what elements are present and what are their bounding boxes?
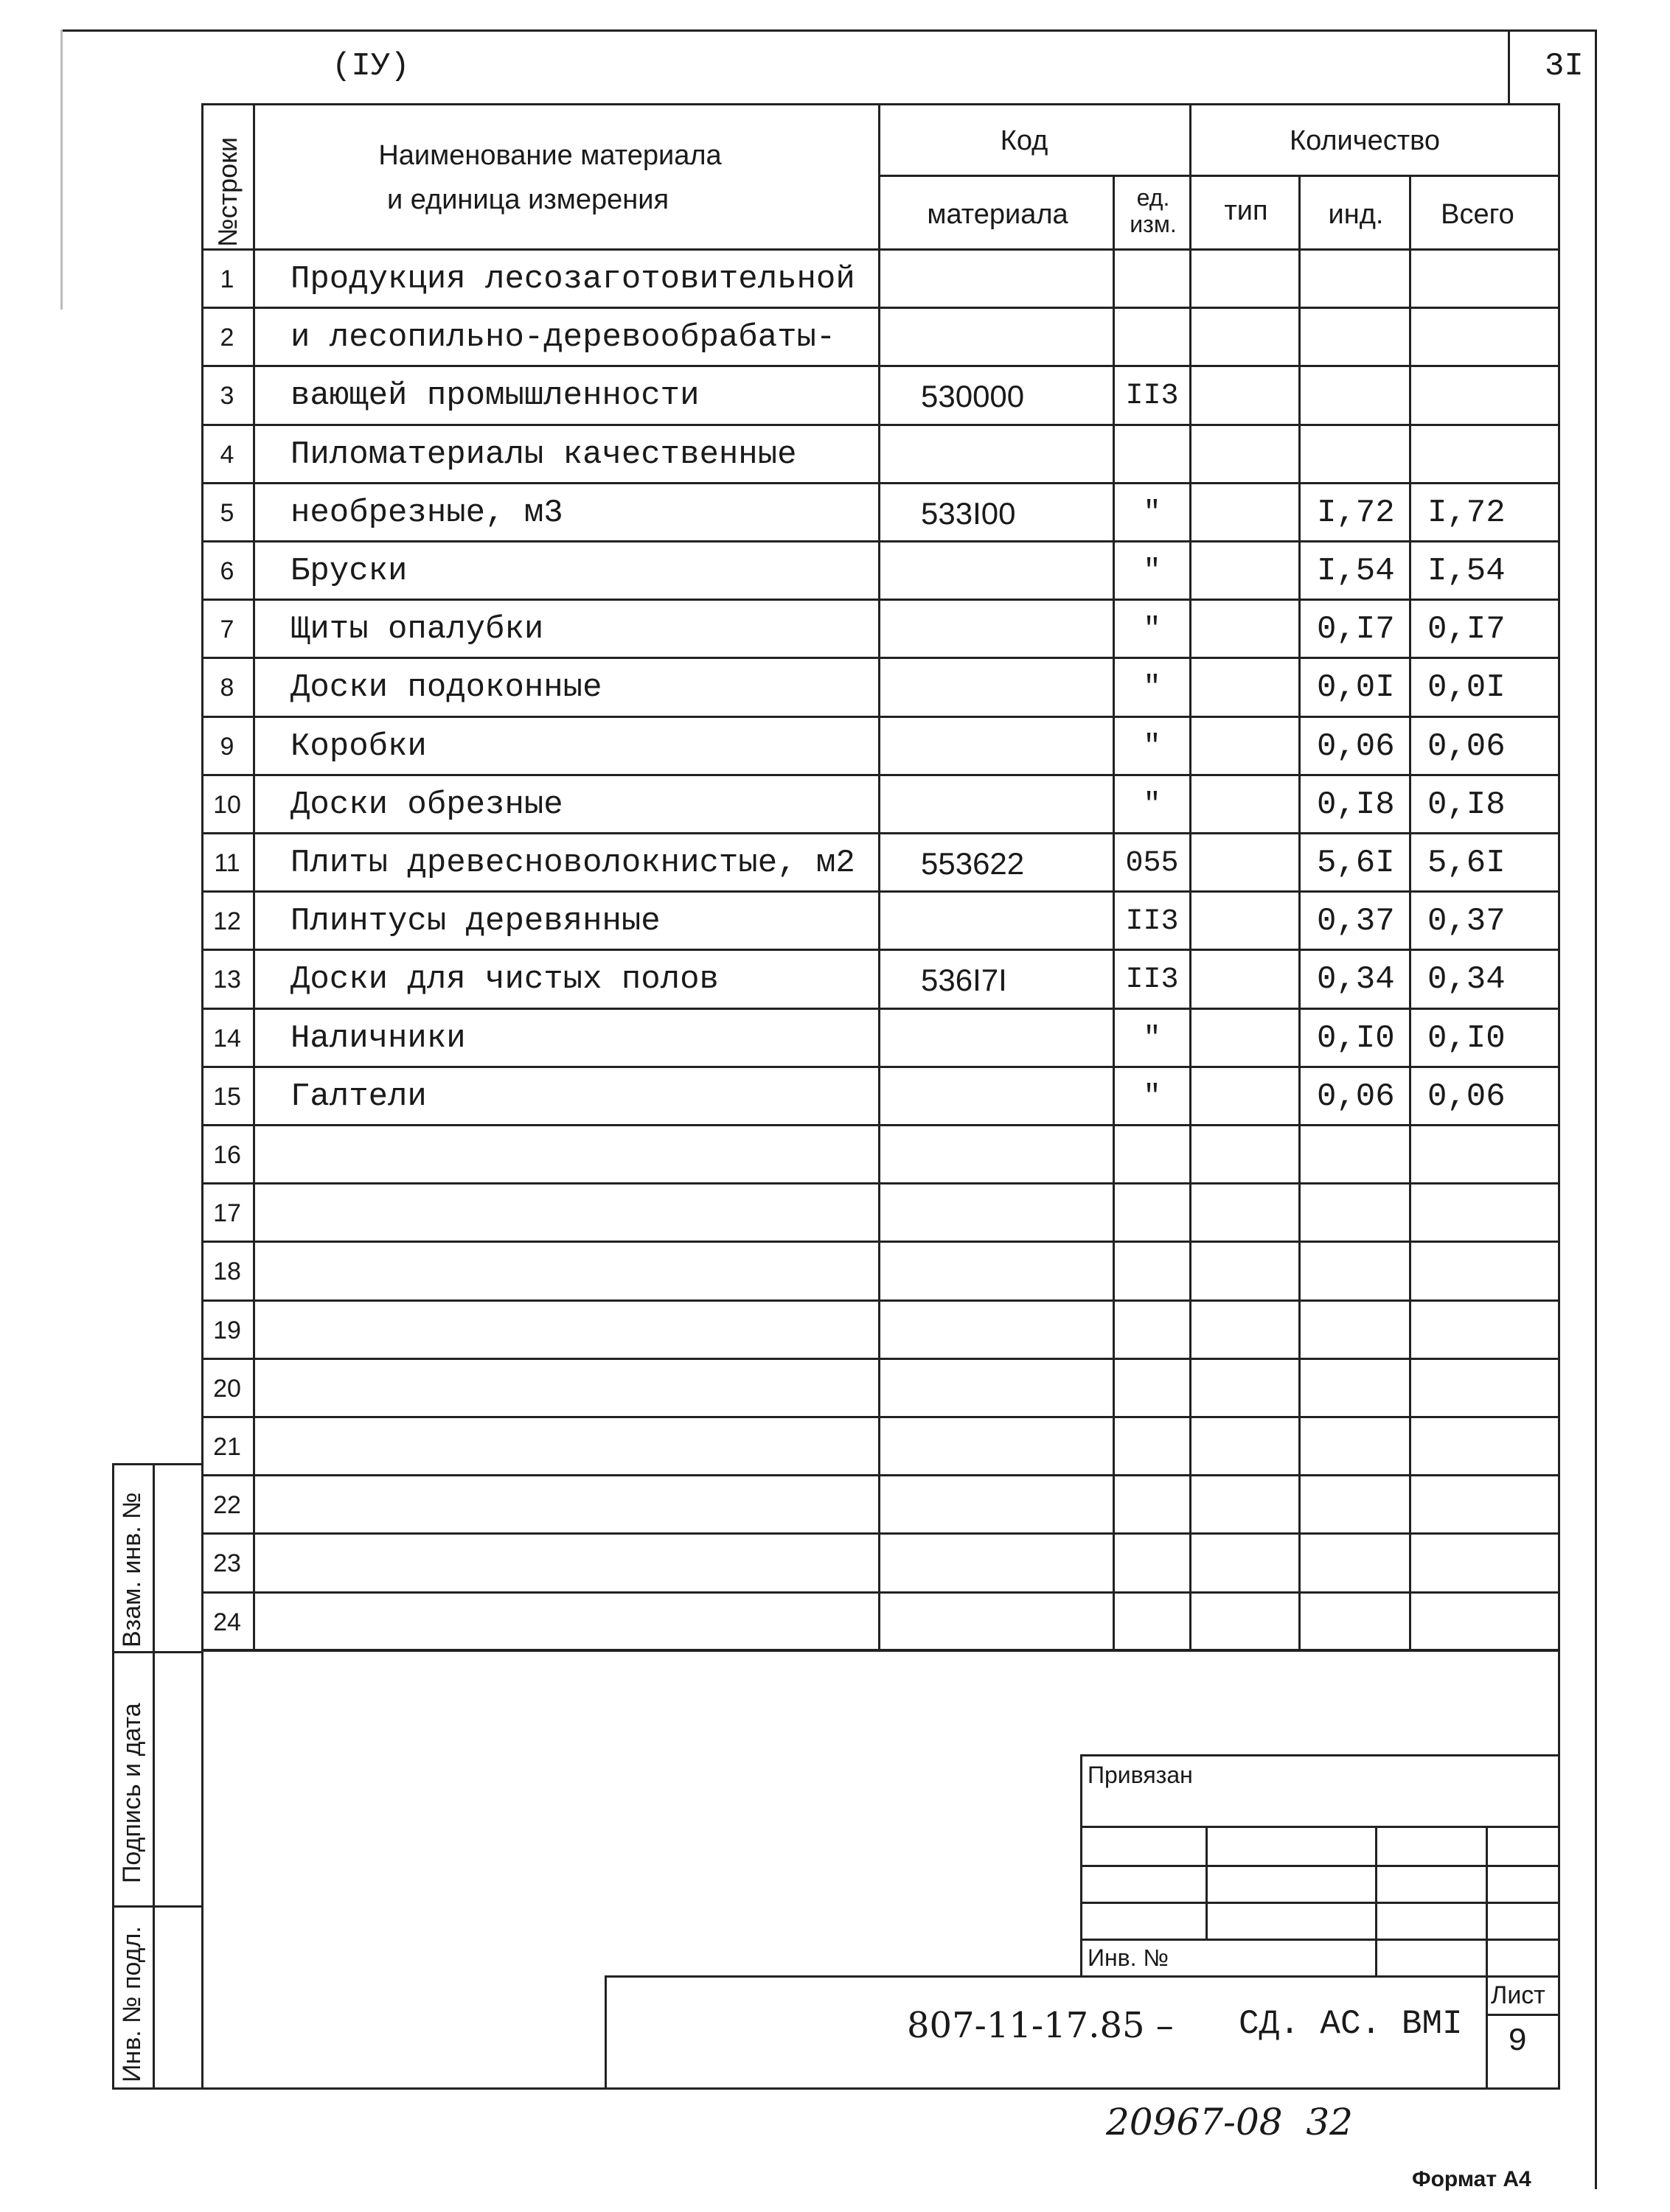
- cell-ind: 5,6I: [1301, 834, 1411, 893]
- side-strip-divider-2: [112, 1905, 201, 1908]
- cell-code: [880, 1535, 1115, 1593]
- cell-ind: [1301, 1476, 1411, 1535]
- cell-name: [255, 1360, 880, 1418]
- cell-name: [255, 1126, 880, 1184]
- cell-total: [1411, 1243, 1560, 1301]
- header-row-no: №строки: [212, 136, 243, 247]
- cell-code: [880, 776, 1115, 834]
- cell-ind: [1301, 1535, 1411, 1593]
- cell-name: [255, 1594, 880, 1652]
- cell-total: [1411, 1535, 1560, 1593]
- cell-ind: I,72: [1301, 484, 1411, 542]
- cell-code: [880, 1476, 1115, 1535]
- cell-code: 533I00: [880, 484, 1115, 542]
- outer-frame-right: [1595, 29, 1597, 2189]
- cell-type: [1191, 659, 1301, 717]
- cell-type: [1191, 1184, 1301, 1243]
- stamp-doc-code: 807-11-17.85 –: [907, 2005, 1174, 2046]
- cell-unit: [1115, 251, 1191, 309]
- cell-n: 1: [201, 251, 255, 309]
- cell-name: [255, 1243, 880, 1301]
- cell-name: Плиты древесноволокнистые, м2: [255, 834, 880, 893]
- cell-n: 5: [201, 484, 255, 542]
- cell-ind: [1301, 1243, 1411, 1301]
- cell-total: [1411, 1360, 1560, 1418]
- cell-type: [1191, 718, 1301, 776]
- cell-n: 7: [201, 601, 255, 659]
- page-marker: (IУ): [332, 48, 410, 85]
- cell-type: [1191, 426, 1301, 484]
- cell-total: 0,37: [1411, 893, 1560, 951]
- cell-name: Продукция лесозаготовительной: [255, 251, 880, 309]
- outer-frame-left: [60, 29, 63, 310]
- cell-name: [255, 1184, 880, 1243]
- side-strip-divider-v: [153, 1463, 155, 2090]
- cell-ind: 0,06: [1301, 718, 1411, 776]
- cell-unit: II3: [1115, 951, 1191, 1009]
- cell-type: [1191, 367, 1301, 425]
- cell-code: [880, 1126, 1115, 1184]
- cell-unit: [1115, 1476, 1191, 1535]
- cell-total: I,54: [1411, 542, 1560, 601]
- stamp-grid-v-1: [1205, 1828, 1208, 1939]
- cell-ind: [1301, 426, 1411, 484]
- cell-code: 553622: [880, 834, 1115, 893]
- cell-n: 11: [201, 834, 255, 893]
- cell-ind: [1301, 309, 1411, 367]
- cell-code: [880, 1184, 1115, 1243]
- cell-type: [1191, 309, 1301, 367]
- stamp-privyazan: Привязан: [1088, 1762, 1193, 1788]
- cell-unit: [1115, 1243, 1191, 1301]
- cell-name: [255, 1418, 880, 1476]
- cell-code: [880, 542, 1115, 601]
- cell-ind: [1301, 1418, 1411, 1476]
- stamp-grid-v-2: [1375, 1828, 1377, 1975]
- cell-total: [1411, 251, 1560, 309]
- cell-unit: [1115, 1126, 1191, 1184]
- cell-n: 3: [201, 367, 255, 425]
- side-label-vzam: Взам. инв. №: [118, 1492, 146, 1647]
- header-name-cell: [255, 103, 880, 251]
- cell-type: [1191, 776, 1301, 834]
- cell-type: [1191, 1126, 1301, 1184]
- cell-n: 6: [201, 542, 255, 601]
- stamp-sheet-label: Лист: [1491, 1981, 1545, 2009]
- cell-name: и лесопильно-деревообрабаты-: [255, 309, 880, 367]
- cell-unit: II3: [1115, 893, 1191, 951]
- cell-type: [1191, 484, 1301, 542]
- cell-code: [880, 1243, 1115, 1301]
- cell-ind: 0,I7: [1301, 601, 1411, 659]
- cell-type: [1191, 251, 1301, 309]
- header-code-material: материала: [927, 199, 1068, 230]
- stamp-doc-mark: СД. АС. ВМI: [1239, 2005, 1463, 2043]
- cell-type: [1191, 1010, 1301, 1068]
- cell-total: 0,06: [1411, 1068, 1560, 1126]
- cell-n: 4: [201, 426, 255, 484]
- cell-code: [880, 1418, 1115, 1476]
- cell-total: 0,I0: [1411, 1010, 1560, 1068]
- cell-ind: 0,0I: [1301, 659, 1411, 717]
- cell-unit: ": [1115, 542, 1191, 601]
- cell-code: [880, 601, 1115, 659]
- cell-unit: [1115, 1184, 1191, 1243]
- cell-n: 14: [201, 1010, 255, 1068]
- cell-code: [880, 426, 1115, 484]
- cell-n: 19: [201, 1302, 255, 1360]
- page-number-box-divider: [1508, 29, 1510, 105]
- cell-unit: [1115, 1302, 1191, 1360]
- header-qty-total: Всего: [1441, 199, 1514, 230]
- cell-total: [1411, 1594, 1560, 1652]
- side-strip-divider-1: [112, 1651, 201, 1653]
- cell-total: 0,I7: [1411, 601, 1560, 659]
- cell-total: [1411, 1184, 1560, 1243]
- cell-unit: II3: [1115, 367, 1191, 425]
- cell-type: [1191, 951, 1301, 1009]
- side-label-podpis: Подпись и дата: [118, 1703, 146, 1883]
- bottom-frame-left: [201, 1650, 203, 2090]
- cell-ind: [1301, 1126, 1411, 1184]
- cell-code: 530000: [880, 367, 1115, 425]
- handwritten-number: 20967-08 32: [1106, 2101, 1353, 2143]
- cell-n: 2: [201, 309, 255, 367]
- cell-type: [1191, 1068, 1301, 1126]
- header-qty-type: тип: [1224, 195, 1268, 226]
- cell-type: [1191, 1302, 1301, 1360]
- stamp-sheet-divider: [1486, 2014, 1560, 2016]
- cell-ind: 0,I8: [1301, 776, 1411, 834]
- cell-n: 18: [201, 1243, 255, 1301]
- cell-unit: ": [1115, 1010, 1191, 1068]
- format-label: Формат А4: [1412, 2167, 1531, 2191]
- cell-ind: [1301, 1184, 1411, 1243]
- stamp-inv-no: Инв. №: [1088, 1944, 1169, 1971]
- cell-unit: [1115, 426, 1191, 484]
- header-name-line1: Наименование материала: [378, 140, 722, 171]
- cell-type: [1191, 893, 1301, 951]
- cell-name: [255, 1476, 880, 1535]
- cell-name: Галтели: [255, 1068, 880, 1126]
- outer-frame-top: [60, 29, 1596, 32]
- cell-ind: 0,06: [1301, 1068, 1411, 1126]
- cell-ind: [1301, 251, 1411, 309]
- cell-name: [255, 1302, 880, 1360]
- cell-type: [1191, 1418, 1301, 1476]
- cell-n: 16: [201, 1126, 255, 1184]
- cell-total: 0,0I: [1411, 659, 1560, 717]
- cell-code: [880, 1068, 1115, 1126]
- cell-code: [880, 659, 1115, 717]
- cell-type: [1191, 542, 1301, 601]
- cell-unit: [1115, 309, 1191, 367]
- cell-unit: ": [1115, 776, 1191, 834]
- header-qty-ind: инд.: [1328, 199, 1384, 230]
- cell-code: [880, 309, 1115, 367]
- cell-total: 0,34: [1411, 951, 1560, 1009]
- header-code: Код: [1000, 125, 1048, 156]
- cell-n: 8: [201, 659, 255, 717]
- cell-code: 536I7I: [880, 951, 1115, 1009]
- cell-ind: I,54: [1301, 542, 1411, 601]
- cell-unit: ": [1115, 718, 1191, 776]
- header-name-line2: и единица измерения: [386, 184, 669, 215]
- cell-code: [880, 1360, 1115, 1418]
- cell-type: [1191, 1594, 1301, 1652]
- cell-type: [1191, 601, 1301, 659]
- cell-total: [1411, 426, 1560, 484]
- cell-name: Плинтусы деревянные: [255, 893, 880, 951]
- cell-code: [880, 1302, 1115, 1360]
- stamp-sheet-number: 9: [1508, 2023, 1528, 2060]
- cell-total: 0,06: [1411, 718, 1560, 776]
- cell-name: Наличники: [255, 1010, 880, 1068]
- cell-code: [880, 251, 1115, 309]
- cell-unit: ": [1115, 659, 1191, 717]
- cell-code: [880, 1594, 1115, 1652]
- header-quantity: Количество: [1289, 125, 1441, 156]
- cell-ind: 0,I0: [1301, 1010, 1411, 1068]
- cell-n: 20: [201, 1360, 255, 1418]
- cell-unit: [1115, 1594, 1191, 1652]
- cell-n: 12: [201, 893, 255, 951]
- cell-n: 10: [201, 776, 255, 834]
- cell-unit: [1115, 1418, 1191, 1476]
- cell-total: I,72: [1411, 484, 1560, 542]
- cell-name: Доски подоконные: [255, 659, 880, 717]
- cell-unit: [1115, 1360, 1191, 1418]
- cell-type: [1191, 1243, 1301, 1301]
- cell-unit: ": [1115, 601, 1191, 659]
- page-number: 3I: [1545, 48, 1584, 85]
- cell-unit: [1115, 1535, 1191, 1593]
- cell-name: Коробки: [255, 718, 880, 776]
- cell-ind: [1301, 1594, 1411, 1652]
- cell-ind: [1301, 1360, 1411, 1418]
- cell-name: [255, 1535, 880, 1593]
- cell-n: 21: [201, 1418, 255, 1476]
- cell-type: [1191, 1360, 1301, 1418]
- cell-code: [880, 893, 1115, 951]
- cell-total: [1411, 309, 1560, 367]
- cell-name: Щиты опалубки: [255, 601, 880, 659]
- cell-total: [1411, 1418, 1560, 1476]
- cell-total: 0,I8: [1411, 776, 1560, 834]
- cell-n: 13: [201, 951, 255, 1009]
- cell-n: 22: [201, 1476, 255, 1535]
- cell-unit: ": [1115, 1068, 1191, 1126]
- stamp-grid-line-2: [1080, 1902, 1560, 1904]
- cell-name: вающей промышленности: [255, 367, 880, 425]
- side-label-inv-podl: Инв. № подл.: [118, 1926, 146, 2082]
- cell-type: [1191, 1535, 1301, 1593]
- cell-code: [880, 1010, 1115, 1068]
- cell-total: [1411, 1302, 1560, 1360]
- cell-n: 9: [201, 718, 255, 776]
- cell-n: 17: [201, 1184, 255, 1243]
- cell-n: 24: [201, 1594, 255, 1652]
- cell-total: 5,6I: [1411, 834, 1560, 893]
- cell-total: [1411, 1476, 1560, 1535]
- cell-name: Доски обрезные: [255, 776, 880, 834]
- stamp-grid-v-3: [1486, 1828, 1488, 1975]
- cell-ind: [1301, 1302, 1411, 1360]
- stamp-grid-line-3: [1080, 1939, 1560, 1941]
- cell-n: 23: [201, 1535, 255, 1593]
- cell-name: Доски для чистых полов: [255, 951, 880, 1009]
- cell-name: необрезные, м3: [255, 484, 880, 542]
- cell-type: [1191, 834, 1301, 893]
- cell-total: [1411, 1126, 1560, 1184]
- cell-code: [880, 718, 1115, 776]
- header-code-unit: ед. изм.: [1130, 184, 1177, 237]
- cell-ind: [1301, 367, 1411, 425]
- cell-name: Пиломатериалы качественные: [255, 426, 880, 484]
- cell-type: [1191, 1476, 1301, 1535]
- cell-ind: 0,34: [1301, 951, 1411, 1009]
- stamp-grid-line-1: [1080, 1865, 1560, 1867]
- cell-ind: 0,37: [1301, 893, 1411, 951]
- cell-n: 15: [201, 1068, 255, 1126]
- cell-total: [1411, 367, 1560, 425]
- cell-unit: ": [1115, 484, 1191, 542]
- cell-name: Бруски: [255, 542, 880, 601]
- cell-unit: 055: [1115, 834, 1191, 893]
